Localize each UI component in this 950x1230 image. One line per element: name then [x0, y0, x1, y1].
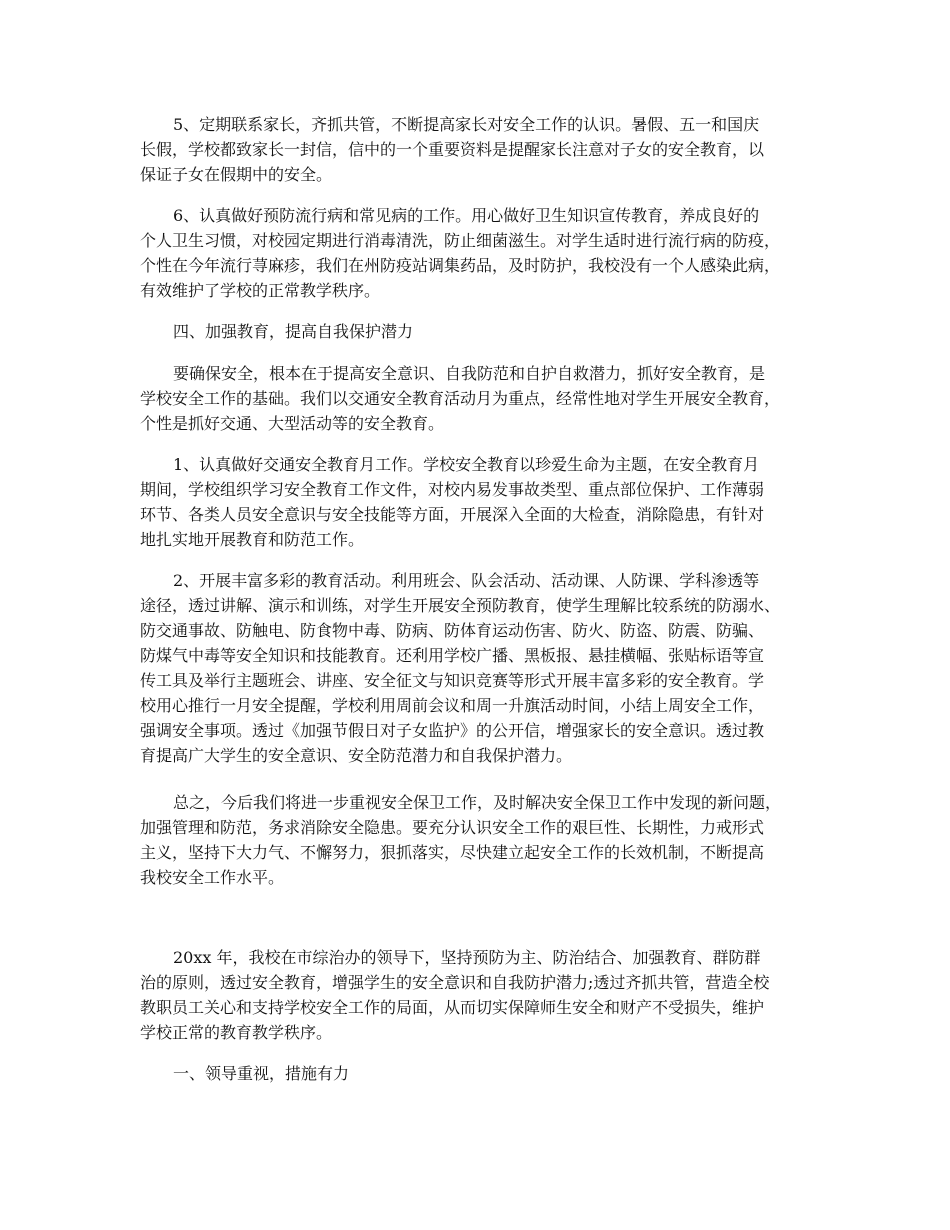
- text-line: 1、认真做好交通安全教育月工作。学校安全教育以珍爱生命为主题，在安全教育月: [173, 455, 760, 474]
- text-line: 主义，坚持下大力气、不懈努力，狠抓落实，尽快建立起安全工作的长效机制，不断提高: [140, 843, 765, 862]
- text-line: 个性在今年流行荨麻疹，我们在州防疫站调集药品，及时防护，我校没有一个人感染此病，: [140, 256, 781, 275]
- text-line: 强调安全事项。透过《加强节假日对子女监护》的公开信，增强家长的安全意识。透过教: [140, 721, 765, 740]
- text-line: 要确保安全，根本在于提高安全意识、自我防范和自护自救潜力，抓好安全教育，是: [173, 364, 766, 383]
- text-line: 有效维护了学校的正常教学秩序。: [140, 281, 381, 300]
- text-line: 治的原则，透过安全教育，增强学生的安全意识和自我防护潜力;透过齐抓共管，营造全校: [140, 973, 770, 992]
- paragraph-disease-prevention: [140, 203, 820, 303]
- text-line: 总之，今后我们将进一步重视安全保卫工作，及时解决安全保卫工作中发现的新问题，: [173, 793, 782, 812]
- paragraph-20xx-overview: [140, 945, 820, 1045]
- text-line: 传工具及举行主题班会、讲座、安全征文与知识竞赛等形式开展丰富多彩的安全教育。学: [140, 671, 765, 690]
- section-heading-education: [140, 319, 820, 344]
- paragraph-contact-parents: [140, 112, 820, 187]
- text-line: 地扎实地开展教育和防范工作。: [140, 530, 365, 549]
- text-line: 途径，透过讲解、演示和训练，对学生开展安全预防教育，使学生理解比较系统的防溺水、: [140, 596, 781, 615]
- heading-line: 一、领导重视，措施有力: [173, 1064, 350, 1083]
- text-line: 长假，学校都致家长一封信，信中的一个重要资料是提醒家长注意对子女的安全教育，以: [140, 140, 765, 159]
- text-line: 教职员工关心和支持学校安全工作的局面，从而切实保障师生安全和财产不受损失，维护: [140, 998, 765, 1017]
- paragraph-ensure-safety: [140, 361, 820, 436]
- text-line: 环节、各类人员安全意识与安全技能等方面，开展深入全面的大检查，消除隐患，有针对: [140, 505, 765, 524]
- paragraph-summary: [140, 790, 820, 890]
- heading-line: 四、加强教育，提高自我保护潜力: [173, 322, 414, 341]
- paragraph-traffic-safety-month: [140, 452, 820, 552]
- text-line: 期间，学校组织学习安全教育工作文件，对校内易发事故类型、重点部位保护、工作薄弱: [140, 480, 765, 499]
- text-line: 个人卫生习惯，对校园定期进行消毒清洗，防止细菌滋生。对学生适时进行流行病的防疫，: [140, 231, 781, 250]
- text-line: 20xx 年，我校在市综治办的领导下，坚持预防为主、防治结合、加强教育、群防群: [173, 948, 761, 967]
- text-line: 育提高广大学生的安全意识、安全防范潜力和自我保护潜力。: [140, 746, 573, 765]
- text-line: 学校正常的教育教学秩序。: [140, 1023, 333, 1042]
- text-line: 6、认真做好预防流行病和常见病的工作。用心做好卫生知识宣传教育，养成良好的: [173, 206, 760, 225]
- text-line: 个性是抓好交通、大型活动等的安全教育。: [140, 414, 445, 433]
- text-line: 防交通事故、防触电、防食物中毒、防病、防体育运动伤害、防火、防盗、防震、防骗、: [140, 621, 765, 640]
- paragraph-education-activities: [140, 568, 820, 768]
- section-heading-leadership: [140, 1061, 820, 1086]
- text-line: 学校安全工作的基础。我们以交通安全教育活动月为重点，经常性地对学生开展安全教育，: [140, 389, 781, 408]
- text-line: 2、开展丰富多彩的教育活动。利用班会、队会活动、活动课、人防课、学科渗透等: [173, 571, 760, 590]
- text-line: 加强管理和防范，务求消除安全隐患。要充分认识安全工作的艰巨性、长期性，力戒形式: [140, 818, 765, 837]
- text-line: 我校安全工作水平。: [140, 868, 285, 887]
- text-line: 保证子女在假期中的安全。: [140, 165, 333, 184]
- text-line: 防煤气中毒等安全知识和技能教育。还利用学校广播、黑板报、悬挂横幅、张贴标语等宣: [140, 646, 765, 665]
- text-line: 校用心推行一月安全提醒，学校利用周前会议和周一升旗活动时间，小结上周安全工作，: [140, 696, 765, 715]
- text-line: 5、定期联系家长，齐抓共管，不断提高家长对安全工作的认识。暑假、五一和国庆: [173, 115, 760, 134]
